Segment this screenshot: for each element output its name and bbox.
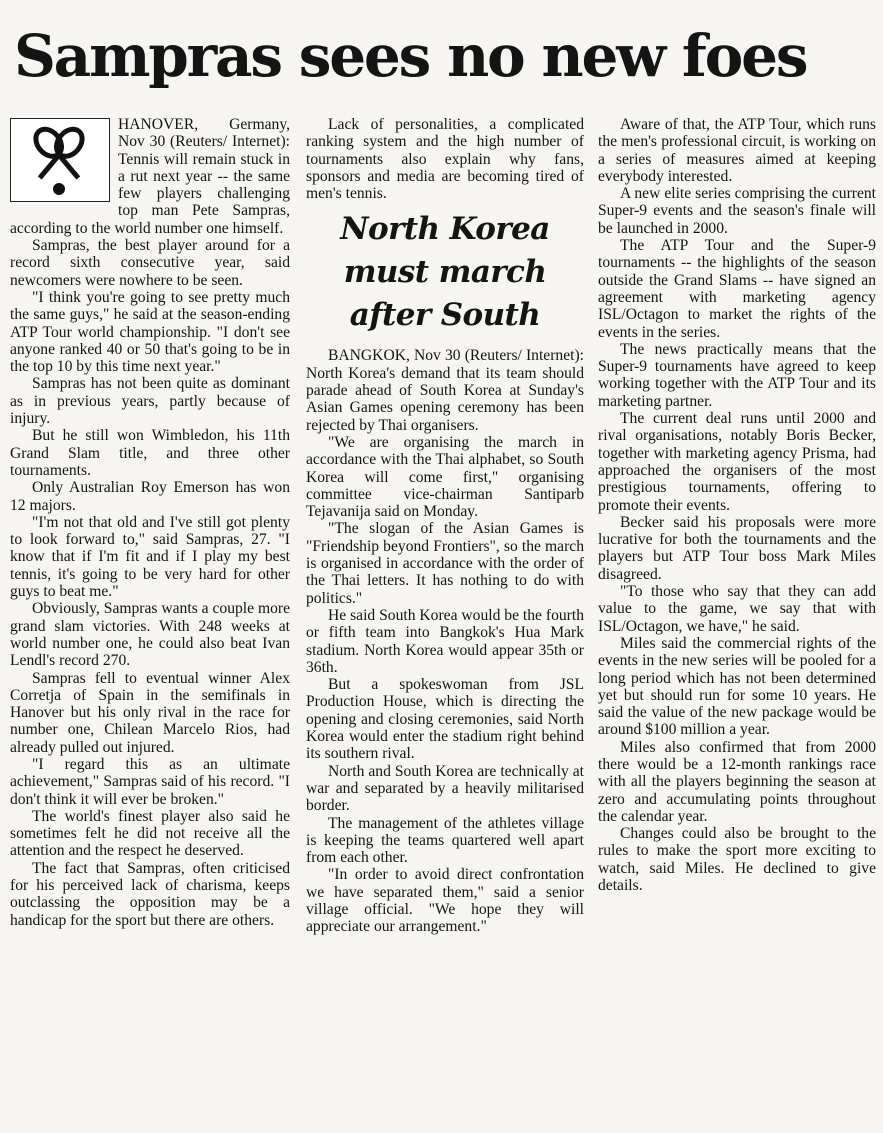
paragraph: Lack of personalities, a complicated ranking system and the high number of tournaments also explain why fans, sponsors and media are becoming tired of men's tennis. bbox=[306, 116, 584, 203]
paragraph: But he still won Wimbledon, his 11th Grand Slam title, and three other tournaments. bbox=[10, 427, 290, 479]
paragraph: "I think you're going to see pretty much the same guys," he said at the season-ending ATP Tour world championship. "I don't see anyone ranked 40 or 50 that's going to be in the top 10 by this time next year." bbox=[10, 288, 290, 376]
paragraph: Changes could also be brought to the rules to make the sport more exciting to watch, said Miles. He declined to give details. bbox=[598, 825, 876, 895]
page-title: Sampras sees no new foes bbox=[14, 22, 807, 90]
paragraph: The management of the athletes village is keeping the teams quartered well apart from each other. bbox=[306, 814, 584, 867]
paragraph: "The slogan of the Asian Games is "Friendship beyond Frontiers", so the march is organised in accordance with the order of the Thai letters. It has nothing to do with politics." bbox=[306, 520, 584, 607]
paragraph: North and South Korea are technically at war and separated by a heavily militarised border. bbox=[306, 762, 584, 815]
paragraph: The world's finest player also said he sometimes felt he did not receive all the attention and the respect he deserved. bbox=[10, 807, 290, 860]
paragraph: The news practically means that the Super-9 tournaments have agreed to keep working together with the ATP Tour and its marketing partner. bbox=[598, 340, 876, 410]
column-3 bbox=[598, 116, 876, 894]
paragraph: BANGKOK, Nov 30 (Reuters/ Internet): North Korea's demand that its team should parade ahead of South Korea at Sunday's Asian Games opening ceremony has been rejected by Thai organisers. bbox=[306, 347, 584, 434]
paragraph: HANOVER, Germany, Nov 30 (Reuters/ Internet): Tennis will remain stuck in a rut next year -- the same few players challenging top man Pete Sampras, according to the world number one himself. bbox=[10, 116, 290, 237]
paragraph: The current deal runs until 2000 and rival organisations, notably Boris Becker, together with marketing agency Prisma, had approached the organisers of the most prestigious tournaments, offering to promote their events. bbox=[598, 410, 876, 514]
paragraph: "To those who say that they can add value to the game, we say that with ISL/Octagon, we have," he said. bbox=[598, 583, 876, 635]
inset-headline-line: must march bbox=[343, 254, 547, 291]
paragraph: Becker said his proposals were more lucrative for both the tournaments and the players but ATP Tour boss Mark Miles disagreed. bbox=[598, 513, 876, 583]
paragraph: He said South Korea would be the fourth or fifth team into Bangkok's Hua Mark stadium. North Korea would appear 35th or 36th. bbox=[306, 606, 584, 676]
paragraph: Miles also confirmed that from 2000 there would be a 12-month rankings race with all the players beginning the season at zero and accumulating points throughout the calendar year. bbox=[598, 738, 876, 825]
paragraph: "I'm not that old and I've still got plenty to look forward to," said Sampras, 27. "I know that if I'm fit and if I play my best tennis, it's going to be very hard for other guys to beat me." bbox=[10, 513, 290, 601]
paragraph: Miles said the commercial rights of the events in the new series will be pooled for a long period which has not been determined yet but should run for some 10 years. He said the value of the new package would be around $100 million a year. bbox=[598, 634, 876, 739]
paragraph: "In order to avoid direct confrontation we have separated them," said a senior village official. "We hope they will appreciate our arrangement." bbox=[306, 866, 584, 936]
paragraph: Obviously, Sampras wants a couple more grand slam victories. With 248 weeks at world number one, he could also beat Ivan Lendl's record 270. bbox=[10, 600, 290, 670]
inset-headline bbox=[306, 208, 584, 337]
paragraph: The ATP Tour and the Super-9 tournaments -- the highlights of the season outside the Grand Slams -- have signed an agreement with marketing agency ISL/Octagon to market the rights of the events in the series. bbox=[598, 237, 876, 341]
paragraph: A new elite series comprising the current Super-9 events and the season's finale will be launched in 2000. bbox=[598, 185, 876, 237]
inset-headline-line: North Korea bbox=[340, 211, 550, 248]
paragraph: Sampras fell to eventual winner Alex Corretja of Spain in the semifinals in Hanover but his only rival in the race for number one, Chilean Marcelo Rios, had already pulled out injured. bbox=[10, 669, 290, 756]
column-1 bbox=[10, 116, 290, 929]
crossed-tennis-rackets-icon bbox=[10, 118, 110, 202]
paragraph: "I regard this as an ultimate achievement," Sampras said of his record. "I don't think it will ever be broken." bbox=[10, 755, 290, 808]
column-2 bbox=[306, 116, 584, 936]
paragraph: Sampras has not been quite as dominant as in previous years, partly because of injury. bbox=[10, 375, 290, 428]
paragraph: Sampras, the best player around for a record sixth consecutive year, said newcomers were nowhere to be seen. bbox=[10, 237, 290, 289]
paragraph: The fact that Sampras, often criticised for his perceived lack of charisma, keeps outclassing the opposition may be a handicap for the sport but there are others. bbox=[10, 859, 290, 929]
paragraph: Only Australian Roy Emerson has won 12 majors. bbox=[10, 479, 290, 514]
inset-headline-line: after South bbox=[349, 297, 541, 334]
paragraph: "We are organising the march in accordance with the Thai alphabet, so South Korea will come first," organising committee vice-chairman Santiparb Tejavanija said on Monday. bbox=[306, 433, 584, 521]
paragraph: But a spokeswoman from JSL Production House, which is directing the opening and closing ceremonies, said North Korea would enter the stadium right behind its southern rival. bbox=[306, 676, 584, 763]
paragraph: Aware of that, the ATP Tour, which runs the men's professional circuit, is working on a series of measures aimed at keeping everybody interested. bbox=[598, 116, 876, 185]
